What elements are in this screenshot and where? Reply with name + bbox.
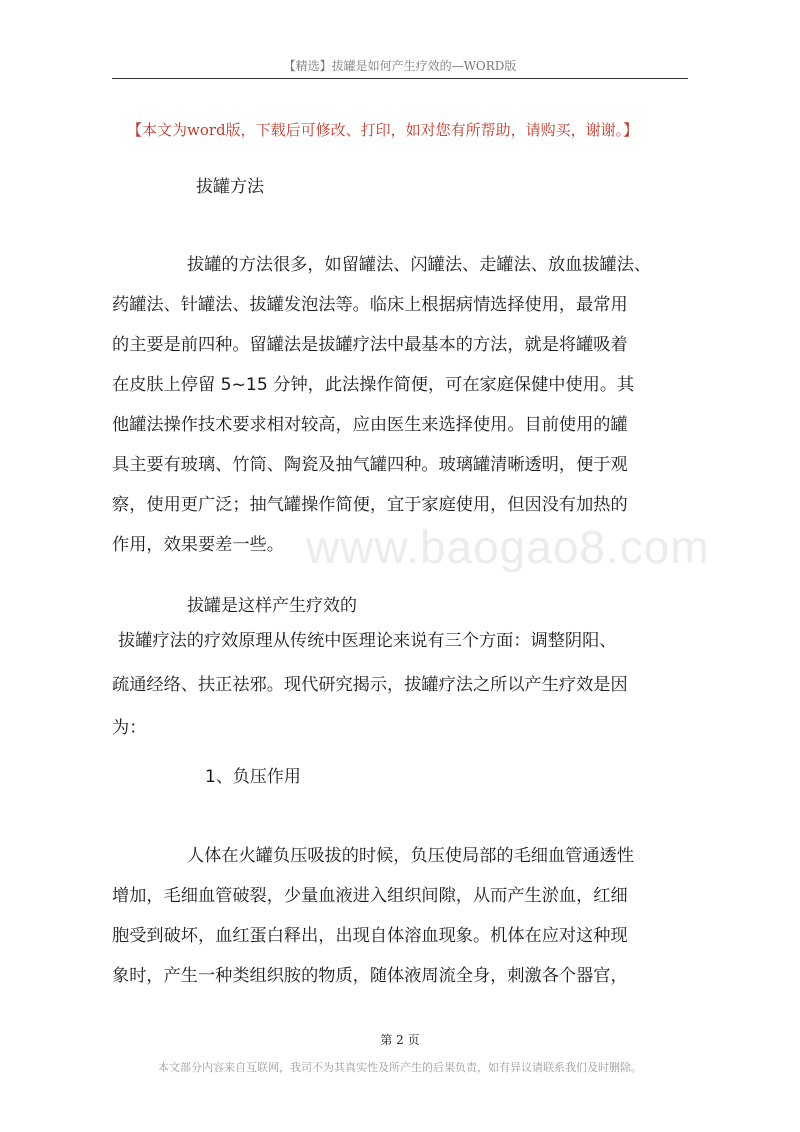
paragraph-line: 拔罐疗法的疗效原理从传统中医理论来说有三个方面：调整阴阳、 bbox=[118, 631, 617, 651]
watermark: www.baogao8.com bbox=[306, 521, 710, 573]
purchase-notice: 【本文为word版，下载后可修改、打印，如对您有所帮助，请购买，谢谢。】 bbox=[127, 121, 639, 139]
paragraph-line: 作用，效果要差一些。 bbox=[112, 535, 284, 555]
paragraph-line: 增加，毛细血管破裂，少量血液进入组织间隙，从而产生淤血，红细 bbox=[112, 886, 628, 906]
paragraph-line: 察，使用更广泛；抽气罐操作简便，宜于家庭使用，但因没有加热的 bbox=[112, 495, 628, 515]
footer-disclaimer: 本文部分内容来自互联网，我司不为其真实性及所产生的后果负责，如有异议请联系我们及时删除。 bbox=[158, 1061, 642, 1074]
paragraph-line: 拔罐的方法很多，如留罐法、闪罐法、走罐法、放血拔罐法、 bbox=[187, 255, 652, 275]
header-title: 【精选】拔罐是如何产生疗效的—WORD版 bbox=[283, 59, 517, 73]
paragraph-line: 具主要有玻璃、竹筒、陶瓷及抽气罐四种。玻璃罐清晰透明，便于观 bbox=[112, 455, 628, 475]
paragraph-line: 的主要是前四种。留罐法是拔罐疗法中最基本的方法，就是将罐吸着 bbox=[112, 335, 628, 355]
paragraph-line: 他罐法操作技术要求相对较高，应由医生来选择使用。目前使用的罐 bbox=[112, 415, 628, 435]
paragraph-line: 在皮肤上停留 5~15 分钟，此法操作简便，可在家庭保健中使用。其 bbox=[112, 375, 635, 395]
header-rule bbox=[112, 78, 688, 79]
page-number: 第 2 页 bbox=[380, 1033, 420, 1047]
section-heading-method: 拔罐方法 bbox=[196, 177, 264, 197]
paragraph-line: 象时，产生一种类组织胺的物质，随体液周流全身，刺激各个器官， bbox=[112, 966, 628, 986]
paragraph-line: 疏通经络、扶正祛邪。现代研究揭示，拔罐疗法之所以产生疗效是因 bbox=[112, 675, 628, 695]
section-heading-efficacy: 拔罐是这样产生疗效的 bbox=[187, 596, 357, 616]
paragraph-line: 为： bbox=[112, 718, 147, 738]
paragraph-line: 胞受到破坏，血红蛋白释出，出现自体溶血现象。机体在应对这种现 bbox=[112, 926, 628, 946]
paragraph-line: 药罐法、针罐法、拔罐发泡法等。临床上根据病情选择使用，最常用 bbox=[112, 295, 628, 315]
section-heading-negative-pressure: 1、负压作用 bbox=[205, 767, 301, 787]
paragraph-line: 人体在火罐负压吸拔的时候，负压使局部的毛细血管通透性 bbox=[187, 846, 634, 866]
